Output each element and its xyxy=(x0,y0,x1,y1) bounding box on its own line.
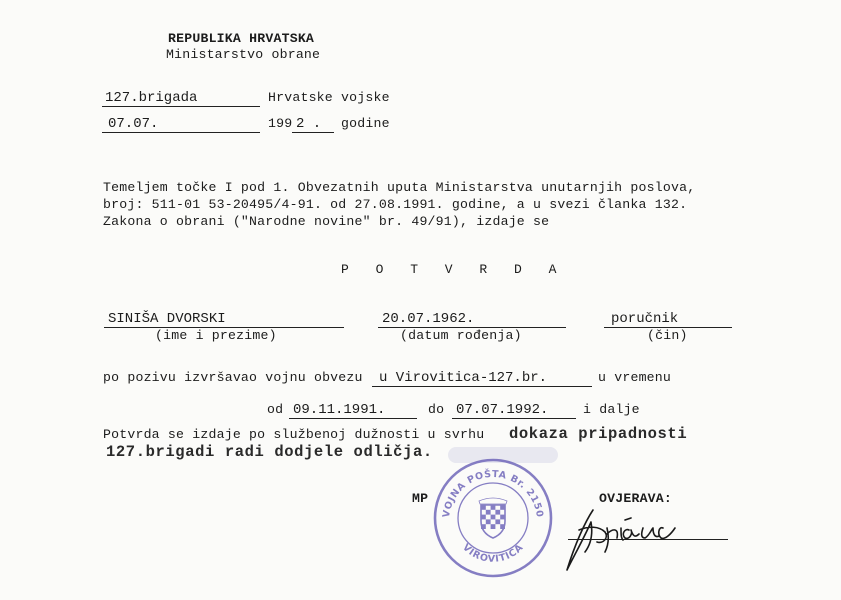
coat-of-arms-check xyxy=(500,515,505,520)
coat-of-arms-check xyxy=(495,519,500,524)
stamp-bottom-text: VIROVITICA xyxy=(460,541,526,565)
coat-of-arms-check xyxy=(486,519,491,524)
service-to: 07.07.1992. xyxy=(456,402,549,418)
service-place: u Virovitica-127.br. xyxy=(379,370,548,386)
to-underline xyxy=(452,418,576,419)
header-ministry: Ministarstvo obrane xyxy=(166,47,321,62)
service-from: 09.11.1991. xyxy=(293,402,386,418)
purpose-fill-2: 127.brigadi radi dodjele odličja. xyxy=(106,443,433,461)
stamp-top-text: VOJNA POŠTA Br. 2150 xyxy=(441,468,545,519)
coat-of-arms-icon xyxy=(479,498,507,538)
coat-of-arms-check xyxy=(481,505,486,510)
date-underline xyxy=(102,132,260,133)
mp-label: MP xyxy=(412,491,429,506)
coat-of-arms-check xyxy=(491,524,496,529)
unit-suffix: Hrvatske vojske xyxy=(268,90,390,105)
document-title: P O T V R D A xyxy=(341,262,566,277)
person-name: SINIŠA DVORSKI xyxy=(108,311,226,327)
person-dob: 20.07.1962. xyxy=(382,311,475,327)
person-rank: poručnik xyxy=(611,311,679,327)
unit-fill: 127.brigada xyxy=(105,90,198,106)
service-from-label: od xyxy=(267,402,284,417)
header-country: REPUBLIKA HRVATSKA xyxy=(168,31,315,46)
body-line-1: Temeljem točke I pod 1. Obvezatnih uputa Ministarstva unutarnjih poslova, xyxy=(103,180,696,195)
service-to-label: do xyxy=(428,402,445,417)
verify-label: OVJERAVA: xyxy=(599,491,673,506)
coat-of-arms-check xyxy=(491,515,496,520)
rank-caption: (čin) xyxy=(647,328,688,343)
dob-caption: (datum rođenja) xyxy=(400,328,522,343)
coat-of-arms-check xyxy=(495,510,500,515)
official-stamp xyxy=(432,457,554,579)
unit-underline xyxy=(102,106,260,107)
date-suffix: godine xyxy=(341,116,390,131)
from-underline xyxy=(289,418,417,419)
coat-of-arms-check xyxy=(481,524,486,529)
purpose-line-1: Potvrda se izdaje po službenoj dužnosti u svrhu xyxy=(103,427,485,442)
service-suffix: u vremenu xyxy=(598,370,672,385)
date-year-prefix: 199 xyxy=(268,116,293,131)
body-line-3: Zakona o obrani ("Narodne novine" br. 49/91), izdaje se xyxy=(103,214,550,229)
handwritten-signature xyxy=(555,492,695,580)
place-underline xyxy=(372,386,592,387)
date-year-fill: 2 . xyxy=(296,116,322,132)
body-line-2: broj: 511-01 53-20495/4-91. od 27.08.1991. godine, a u svezi članka 132. xyxy=(103,197,688,212)
name-caption: (ime i prezime) xyxy=(155,328,277,343)
service-after: i dalje xyxy=(583,402,640,417)
date-year-underline xyxy=(292,132,334,133)
coat-of-arms-check xyxy=(491,505,496,510)
coat-of-arms-check xyxy=(486,510,491,515)
date-fill: 07.07. xyxy=(108,116,159,132)
coat-of-arms-check xyxy=(500,524,505,529)
coat-of-arms-check xyxy=(500,505,505,510)
service-text: po pozivu izvršavao vojnu obvezu xyxy=(103,370,363,385)
purpose-fill-1: dokaza pripadnosti xyxy=(509,425,688,443)
coat-of-arms-check xyxy=(481,515,486,520)
